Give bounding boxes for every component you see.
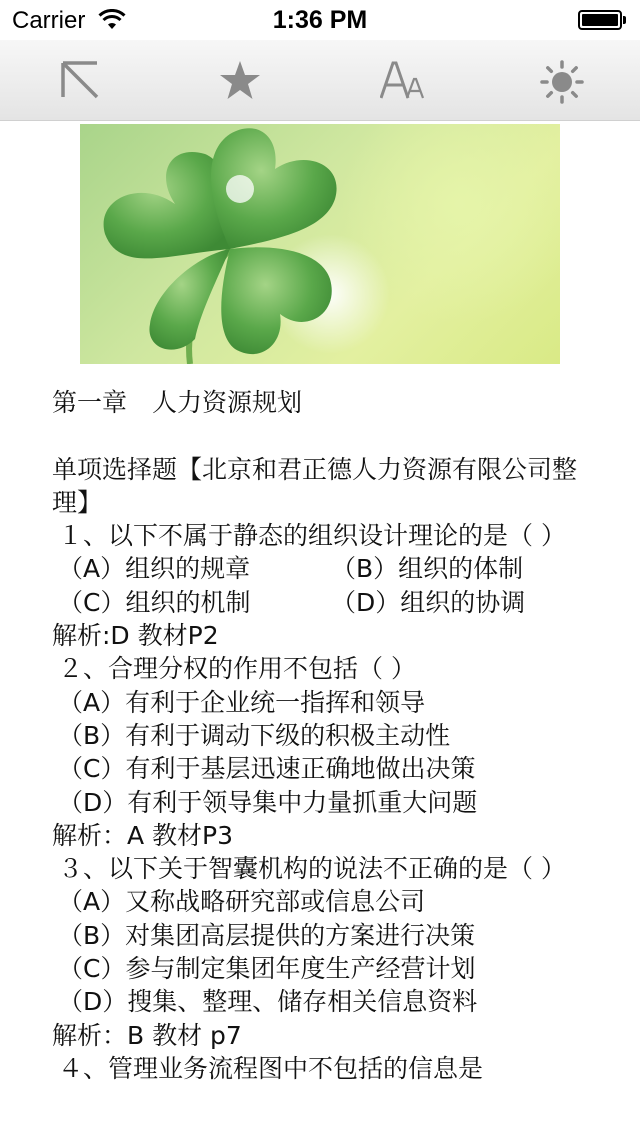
reader-toolbar [0, 40, 640, 121]
back-button[interactable] [40, 40, 120, 120]
option-d: （D）搜集、整理、储存相关信息资料 [58, 987, 478, 1017]
option-b: （B）对集团高层提供的方案进行决策 [58, 920, 476, 950]
option-b: （B）组织的体制 [331, 554, 524, 584]
option-a: （A）又称战略研究部或信息公司 [58, 887, 426, 917]
font-size-button[interactable] [360, 40, 440, 120]
section-title: 单项选择题【北京和君正德人力资源有限公司整理】 [52, 454, 578, 517]
answer-2: 解析：A 教材P3 [52, 820, 234, 850]
question-1-options-row-2 [52, 586, 604, 619]
question-4: ４、管理业务流程图中不包括的信息是 [58, 1053, 484, 1083]
status-bar [0, 0, 640, 40]
clock: 1:36 PM [272, 6, 368, 34]
option-c: （C）组织的机制 [58, 587, 251, 617]
option-b: （B）有利于调动下级的积极主动性 [58, 720, 451, 750]
question-3: ３、以下关于智囊机构的说法不正确的是（ ） [58, 854, 566, 884]
four-leaf-clover-image [80, 124, 560, 364]
battery-icon [578, 10, 628, 32]
question-1: １、以下不属于静态的组织设计理论的是（ ） [58, 521, 566, 551]
answer-1: 解析:D 教材P2 [52, 621, 219, 651]
option-a: （A）有利于企业统一指挥和领导 [58, 687, 426, 717]
answer-3: 解析：B 教材 p7 [52, 1020, 242, 1050]
question-1-options-row-1 [52, 552, 604, 585]
arrow-up-left-icon [60, 60, 100, 100]
option-c: （C）有利于基层迅速正确地做出决策 [58, 754, 476, 784]
article-body [52, 386, 604, 1085]
option-d: （D）组织的协调 [331, 587, 526, 617]
carrier-label: Carrier [12, 7, 86, 34]
brightness-button[interactable] [520, 40, 600, 120]
chapter-title: 第一章 人力资源规划 [52, 388, 303, 417]
sun-icon [540, 60, 584, 104]
option-c: （C）参与制定集团年度生产经营计划 [58, 954, 476, 984]
favorite-button[interactable] [200, 40, 280, 120]
option-a: （A）组织的规章 [58, 554, 251, 584]
star-icon [220, 60, 260, 100]
question-2: ２、合理分权的作用不包括（ ） [58, 654, 416, 684]
option-d: （D）有利于领导集中力量抓重大问题 [58, 787, 478, 817]
clover-banner-image [80, 124, 560, 364]
font-size-icon [380, 60, 428, 100]
